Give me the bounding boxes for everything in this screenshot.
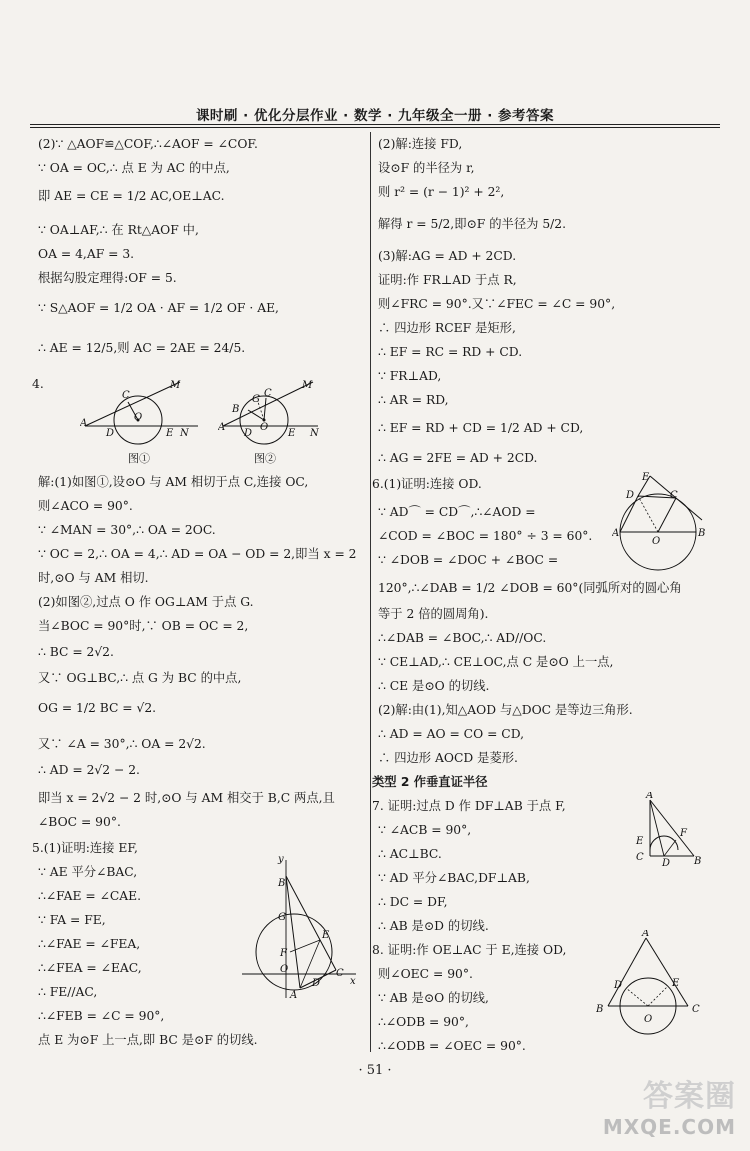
svg-text:G: G (278, 912, 286, 923)
text-line: (2)解:由(1),知△AOD 与△DOC 是等边三角形. (378, 703, 633, 717)
text-line: ∴ DC = DF, (378, 895, 448, 909)
text-line: (2)∵ △AOF≌△COF,∴∠AOF = ∠COF. (38, 137, 258, 151)
text-line: ∴ 四边形 RCEF 是矩形, (378, 321, 516, 335)
text-line: ∴ AC⊥BC. (378, 847, 442, 861)
text-line: ∵ CE⊥AD,∴ CE⊥OC,点 C 是⊙O 上一点, (378, 655, 614, 669)
text-line: ∴ EF = RD + CD = 1/2 AD + CD, (378, 421, 584, 435)
text-line: OG = 1/2 BC = √2. (38, 701, 157, 715)
text-line: 解得 r = 5/2,即⊙F 的半径为 5/2. (378, 217, 567, 231)
text-line: ∵ AB 是⊙O 的切线, (378, 991, 489, 1005)
svg-text:O: O (260, 422, 269, 433)
text-line: 则∠ACO = 90°. (38, 499, 133, 513)
svg-text:A: A (80, 418, 88, 429)
text-line: ∴∠FAE = ∠CAE. (38, 889, 142, 903)
text-line: ∴ BC = 2√2. (38, 645, 114, 659)
text-line: ∠BOC = 90°. (38, 815, 121, 829)
text-line: 等于 2 倍的圆周角). (378, 607, 489, 621)
text-line: ∴ FE//AC, (38, 985, 98, 999)
text-line: (2)解:连接 FD, (378, 137, 463, 151)
problem-number: 4. (32, 377, 44, 391)
text-line: 6.(1)证明:连接 OD. (372, 477, 482, 491)
header-rule-2 (30, 127, 720, 128)
svg-text:F: F (280, 948, 287, 959)
text-line: ∴ AG = 2FE = AD + 2CD. (378, 451, 538, 465)
svg-text:E: E (288, 428, 296, 439)
text-line: ∵ OC = 2,∴ OA = 4,∴ AD = OA − OD = 2,即当 x = 2 (38, 547, 357, 561)
svg-text:G: G (252, 394, 260, 405)
svg-text:O: O (134, 412, 143, 423)
text-line: ∴ 四边形 AOCD 是菱形. (378, 751, 518, 765)
text-line: 又∵ ∠A = 30°,∴ OA = 2√2. (38, 737, 206, 751)
svg-text:C: C (336, 968, 344, 979)
page-header: 课时刷 · 优化分层作业 · 数学 · 九年级全一册 · 参考答案 (195, 108, 555, 124)
svg-text:E: E (166, 428, 174, 439)
text-line: 设⊙F 的半径为 r, (378, 161, 475, 175)
figure-4-2 (218, 378, 328, 466)
svg-text:A: A (646, 792, 654, 801)
text-line: ∵ AD⌒ = CD⌒,∴∠AOD = (378, 505, 536, 519)
text-line: ∵ AD 平分∠BAC,DF⊥AB, (378, 871, 530, 885)
text-line: 当∠BOC = 90°时,∵ OB = OC = 2, (38, 619, 249, 633)
svg-text:D: D (626, 490, 635, 501)
section-heading: 类型 2 作垂直证半径 (372, 775, 488, 789)
figure-7 (632, 792, 708, 870)
text-line: ∵ AE 平分∠BAC, (38, 865, 138, 879)
svg-text:B: B (278, 878, 286, 889)
text-line: 解:(1)如图①,设⊙O 与 AM 相切于点 C,连接 OC, (38, 475, 309, 489)
text-line: ∵ FR⊥AD, (378, 369, 442, 383)
svg-text:O: O (280, 964, 289, 975)
svg-text:M: M (170, 380, 181, 391)
svg-text:E: E (672, 978, 680, 989)
svg-text:A: A (218, 422, 226, 433)
svg-text:C: C (264, 388, 272, 399)
text-line: 根据勾股定理得:OF = 5. (38, 271, 177, 285)
svg-text:O: O (644, 1014, 653, 1025)
text-line: ∴ AR = RD, (378, 393, 449, 407)
svg-text:D: D (244, 428, 253, 439)
figure-caption-1: 图① (128, 452, 150, 465)
svg-text:x: x (350, 976, 356, 987)
watermark-text: 答案圈 (643, 1079, 736, 1114)
text-line: ∴∠DAB = ∠BOC,∴ AD//OC. (378, 631, 547, 645)
svg-text:D: D (662, 858, 671, 869)
svg-text:A: A (612, 528, 620, 539)
text-line: ∵ OA = OC,∴ 点 E 为 AC 的中点, (38, 161, 230, 175)
text-line: ∵ ∠ACB = 90°, (378, 823, 472, 837)
text-line: ∴ AD = 2√2 − 2. (38, 763, 140, 777)
text-line: ∴∠ODB = ∠OEC = 90°. (378, 1039, 526, 1053)
figure-caption-2: 图② (254, 452, 276, 465)
text-line: ∵ ∠DOB = ∠DOC + ∠BOC = (378, 553, 559, 567)
svg-text:E: E (322, 930, 330, 941)
text-line: 120°,∴∠DAB = 1/2 ∠DOB = 60°(同弧所对的圆心角 (378, 581, 682, 595)
text-line: 则∠OEC = 90°. (378, 967, 473, 981)
svg-text:C: C (692, 1004, 700, 1015)
figure-8 (596, 930, 704, 1042)
column-divider (370, 132, 371, 1052)
text-line: ∵ OA⊥AF,∴ 在 Rt△AOF 中, (38, 223, 199, 237)
svg-text:D: D (614, 980, 623, 991)
text-line: (2)如图②,过点 O 作 OG⊥AM 于点 G. (38, 595, 254, 609)
svg-text:B: B (232, 404, 240, 415)
svg-text:A: A (642, 930, 650, 939)
text-line: ∴∠FAE = ∠FEA, (38, 937, 141, 951)
text-line: ∴∠FEA = ∠EAC, (38, 961, 142, 975)
text-line: ∴ AB 是⊙D 的切线. (378, 919, 489, 933)
text-line: 8. 证明:作 OE⊥AC 于 E,连接 OD, (372, 943, 567, 957)
text-line: ∴∠ODB = 90°, (378, 1015, 469, 1029)
text-line: ∴ AE = 12/5,则 AC = 2AE = 24/5. (38, 341, 246, 355)
text-line: ∵ S△AOF = 1/2 OA · AF = 1/2 OF · AE, (38, 301, 279, 315)
svg-text:D: D (106, 428, 115, 439)
text-line: 又∵ OG⊥BC,∴ 点 G 为 BC 的中点, (38, 671, 242, 685)
svg-text:C: C (636, 852, 644, 863)
text-line: ∠COD = ∠BOC = 180° ÷ 3 = 60°. (378, 529, 593, 543)
svg-text:E: E (636, 836, 644, 847)
text-line: 7. 证明:过点 D 作 DF⊥AB 于点 F, (372, 799, 566, 813)
text-line: OA = 4,AF = 3. (38, 247, 135, 261)
text-line: 即当 x = 2√2 − 2 时,⊙O 与 AM 相交于 B,C 两点,且 (38, 791, 335, 805)
text-line: ∴∠FEB = ∠C = 90°, (38, 1009, 165, 1023)
text-line: ∵ ∠MAN = 30°,∴ OA = 2OC. (38, 523, 216, 537)
svg-text:O: O (652, 536, 661, 547)
watermark (603, 1071, 736, 1139)
text-line: 时,⊙O 与 AM 相切. (38, 571, 149, 585)
svg-text:A: A (290, 990, 298, 1001)
figure-6 (612, 470, 712, 578)
svg-text:M: M (302, 380, 313, 391)
text-line: (3)解:AG = AD + 2CD. (378, 249, 517, 263)
text-line: 即 AE = CE = 1/2 AC,OE⊥AC. (38, 189, 225, 203)
svg-text:E: E (642, 472, 650, 483)
svg-text:B: B (596, 1004, 604, 1015)
svg-text:D: D (312, 978, 321, 989)
text-line: ∵ FA = FE, (38, 913, 106, 927)
text-line: 则 r² = (r − 1)² + 2², (378, 185, 505, 199)
text-line: 证明:作 FR⊥AD 于点 R, (378, 273, 517, 287)
page-number: · 51 · (358, 1063, 392, 1078)
svg-text:C: C (122, 390, 130, 401)
text-line: ∴ EF = RC = RD + CD. (378, 345, 523, 359)
svg-text:N: N (180, 428, 189, 439)
svg-text:B: B (694, 856, 702, 867)
svg-text:y: y (278, 856, 284, 865)
header-rule (30, 124, 720, 125)
text-line: ∴ CE 是⊙O 的切线. (378, 679, 490, 693)
figure-4-1 (80, 378, 205, 466)
svg-text:F: F (680, 828, 687, 839)
text-line: ∴ AD = AO = CO = CD, (378, 727, 525, 741)
text-line: 点 E 为⊙F 上一点,即 BC 是⊙F 的切线. (38, 1033, 258, 1047)
svg-text:B: B (698, 528, 706, 539)
figure-5 (238, 856, 360, 1002)
text-line: 则∠FRC = 90°.又∵∠FEC = ∠C = 90°, (378, 297, 616, 311)
svg-text:N: N (310, 428, 319, 439)
text-line: 5.(1)证明:连接 EF, (32, 841, 138, 855)
svg-text:C: C (670, 490, 678, 501)
watermark-url: MXQE.COM (602, 1115, 736, 1139)
